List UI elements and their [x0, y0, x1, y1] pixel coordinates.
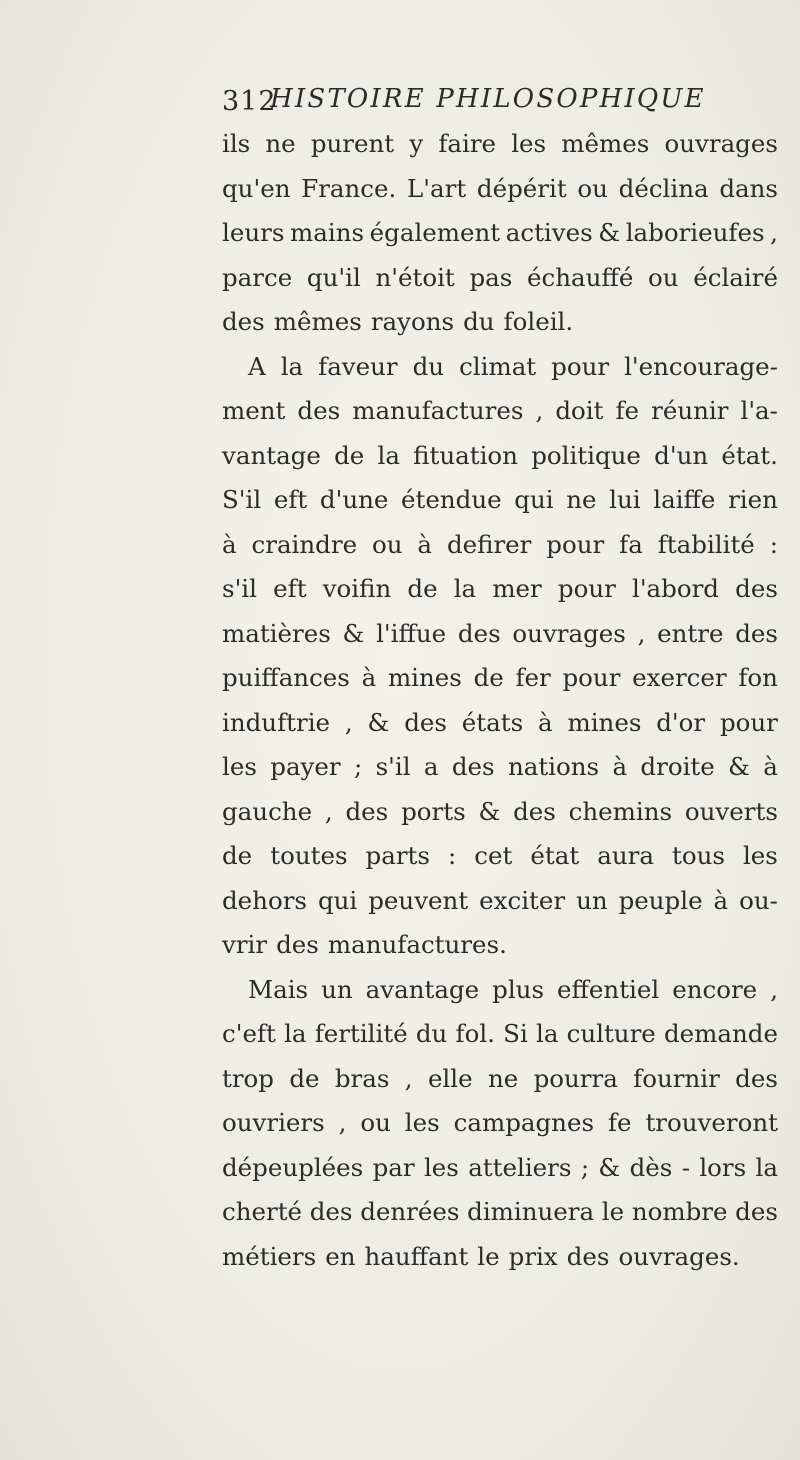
text-line: vrir des manufactures.	[222, 930, 507, 959]
page-header	[222, 82, 782, 118]
text-line: métiers en hauffant le prix des ouvrages.	[222, 1241, 740, 1271]
text-line: leurs mains également actives & laborieufes ,	[222, 218, 778, 247]
text-line: ils ne purent y faire les mêmes ouvrages	[222, 129, 778, 158]
text-line: s'il eft voifin de la mer pour l'abord des	[222, 574, 778, 603]
text-line: des mêmes rayons du foleil.	[222, 307, 574, 336]
text-line: trop de bras , elle ne pourra fournir des	[222, 1063, 778, 1093]
text-line: de toutes parts : cet état aura tous les	[222, 841, 778, 870]
text-line: A la faveur du climat pour l'encourage-	[248, 351, 778, 381]
text-line: dehors qui peuvent exciter un peuple à ou-	[222, 885, 778, 915]
text-line: dépeuplées par les atteliers ; & dès - lors la	[222, 1152, 778, 1182]
text-line: c'eft la fertilité du fol. Si la culture demande	[222, 1019, 778, 1048]
running-title: HISTOIRE PHILOSOPHIQUE	[270, 84, 706, 114]
text-line: parce qu'il n'étoit pas échauffé ou éclairé	[222, 262, 778, 292]
page-number: 312	[222, 86, 277, 117]
text-line: ment des manufactures , doit fe réunir l'a-	[222, 396, 778, 425]
text-line: Mais un avantage plus effentiel encore ,	[248, 974, 778, 1004]
text-line: gauche , des ports & des chemins ouverts	[222, 796, 778, 826]
text-line: qu'en France. L'art dépérit ou déclina dans	[222, 173, 778, 203]
text-line: S'il eft d'une étendue qui ne lui laiffe rien	[222, 485, 778, 514]
text-line: matières & l'iffue des ouvrages , entre des	[222, 618, 778, 648]
text-line: les payer ; s'il a des nations à droite & à	[222, 752, 778, 781]
text-line: ouvriers , ou les campagnes fe trouveront	[222, 1108, 778, 1137]
text-line: induftrie , & des états à mines d'or pour	[222, 707, 778, 737]
text-line: vantage de la fituation politique d'un état.	[222, 440, 778, 470]
body-text	[222, 122, 778, 1279]
text-line: cherté des denrées diminuera le nombre des	[222, 1197, 778, 1226]
text-line: puiffances à mines de fer pour exercer fon	[222, 663, 778, 692]
text-line: à craindre ou à defirer pour fa ftabilité :	[222, 529, 778, 559]
